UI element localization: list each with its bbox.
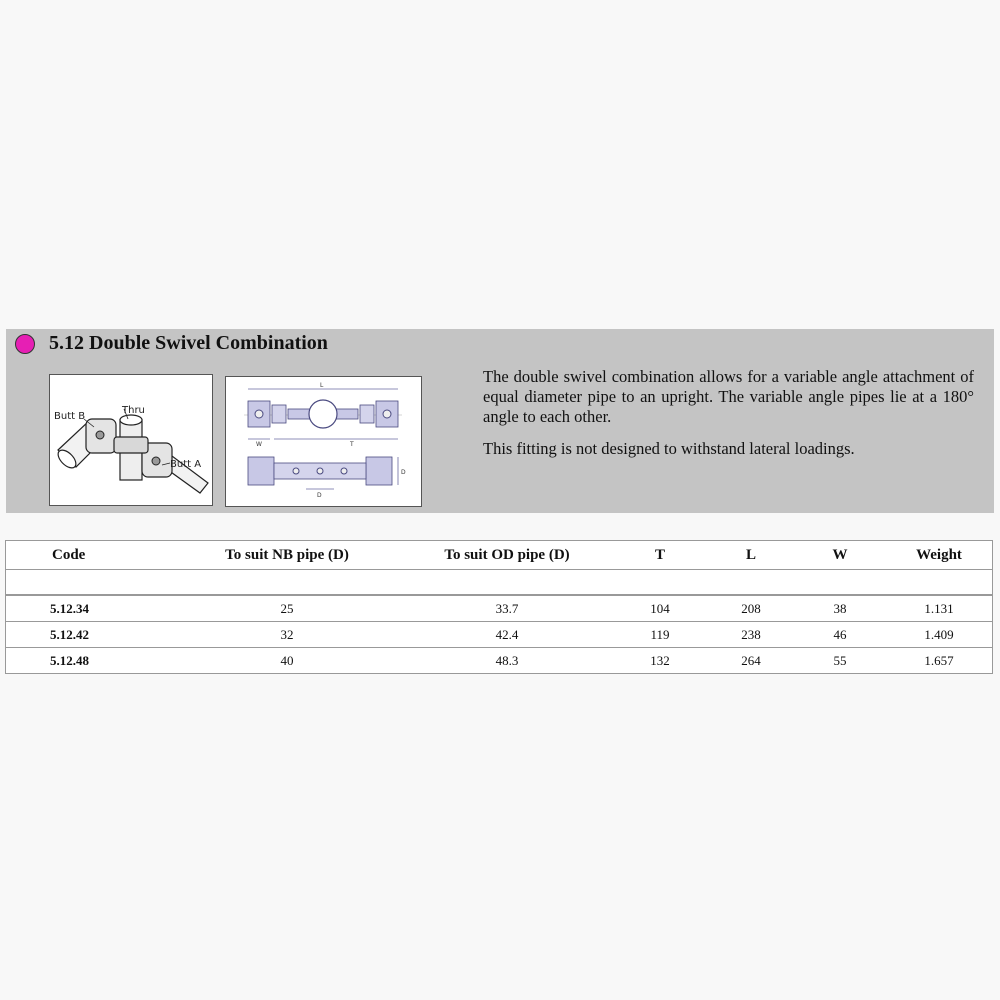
product-photo [49,374,213,506]
description-paragraph-1: The double swivel combination allows for a variable angle attachment of equal diameter pipe to an upright. The variable angle pipes lie at a 180° angle to each other. [483,367,974,426]
cell-code: 5.12.42 [6,622,173,648]
header-l: L [708,541,794,570]
cell-code: 5.12.48 [6,648,173,674]
specification-table [5,540,993,674]
header-weight: Weight [886,541,993,570]
cell-nb: 25 [172,595,402,622]
header-t: T [612,541,708,570]
section-title: 5.12 Double Swivel Combination [49,332,328,354]
dim-w-label: W [256,441,262,448]
cell-w: 55 [794,648,886,674]
cell-od: 33.7 [402,595,612,622]
cell-l: 208 [708,595,794,622]
butt-a-label: Butt A [170,459,202,470]
header-od-pipe: To suit OD pipe (D) [402,541,612,570]
table-header-row [6,541,993,570]
product-description [483,367,974,471]
cell-t: 119 [612,622,708,648]
cell-weight: 1.409 [886,622,993,648]
dim-l-label: L [320,382,324,389]
cell-t: 104 [612,595,708,622]
butt-b-label: Butt B [54,411,86,422]
dimension-drawing [225,376,422,507]
table-row [6,622,993,648]
header-code: Code [6,541,173,570]
cell-od: 48.3 [402,648,612,674]
cell-w: 38 [794,595,886,622]
cell-l: 264 [708,648,794,674]
header-nb-pipe: To suit NB pipe (D) [172,541,402,570]
table-row [6,595,993,622]
header-w: W [794,541,886,570]
cell-nb: 32 [172,622,402,648]
cell-l: 238 [708,622,794,648]
cell-weight: 1.131 [886,595,993,622]
cell-w: 46 [794,622,886,648]
cell-nb: 40 [172,648,402,674]
description-paragraph-2: This fitting is not designed to withstand lateral loadings. [483,439,855,458]
cell-code: 5.12.34 [6,595,173,622]
product-panel [6,329,994,513]
cell-t: 132 [612,648,708,674]
cell-od: 42.4 [402,622,612,648]
cell-weight: 1.657 [886,648,993,674]
dim-d-side-label: D [401,469,406,476]
thru-label: Thru [122,405,145,416]
dim-t-label: T [350,441,354,448]
table-spacer-row [6,570,993,596]
dim-d-bottom-label: D [317,492,322,499]
table-row [6,648,993,674]
section-bullet-icon [15,334,35,354]
